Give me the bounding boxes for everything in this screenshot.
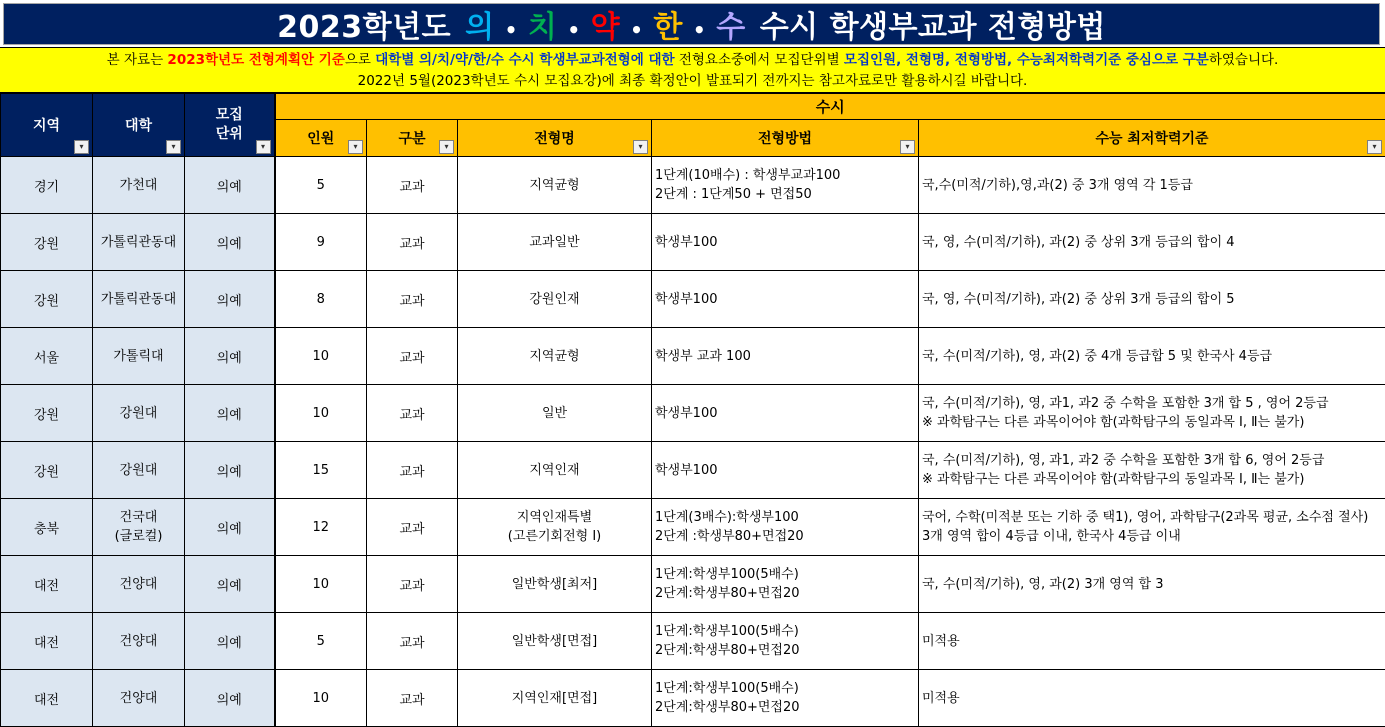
cell-category-text: 교과 (368, 461, 456, 480)
header-category[interactable] (367, 120, 458, 157)
cell-csat-minimum-text: 미적용 (922, 632, 1384, 651)
cell-admission-name[interactable] (458, 271, 652, 328)
cell-region[interactable] (1, 385, 93, 442)
cell-csat-minimum-text: 국, 수(미적/기하), 영, 과1, 과2 중 수학을 포함한 3개 합 5 , 영어 2등급 (922, 394, 1384, 413)
cell-region-text: 강원 (2, 404, 91, 423)
cell-region-text: 강원 (2, 461, 91, 480)
table-row (1, 385, 1385, 442)
cell-csat-minimum-text: 국, 영, 수(미적/기하), 과(2) 중 상위 3개 등급의 합이 5 (922, 290, 1384, 309)
title-major: 한 (653, 10, 682, 45)
cell-count[interactable] (275, 385, 367, 442)
cell-method-text: 1단계:학생부100(5배수) (655, 679, 917, 698)
header-method[interactable] (652, 120, 919, 157)
cell-method[interactable] (652, 271, 919, 328)
cell-method[interactable] (652, 385, 919, 442)
dropdown-filter-icon[interactable]: ▾ (1367, 140, 1382, 154)
cell-count-text: 15 (277, 463, 366, 478)
cell-csat-minimum-text: ※ 과학탐구는 다른 과목이어야 함(과학탐구의 동일과목 Ⅰ, Ⅱ는 불가) (922, 470, 1384, 489)
cell-unit[interactable] (185, 385, 275, 442)
cell-region[interactable] (1, 214, 93, 271)
cell-count-text: 10 (277, 349, 366, 364)
cell-count[interactable] (275, 328, 367, 385)
cell-csat-minimum[interactable] (919, 670, 1385, 727)
cell-category-text: 교과 (368, 689, 456, 708)
cell-csat-minimum-text: 국,수(미적/기하),영,과(2) 중 3개 영역 각 1등급 (922, 176, 1384, 195)
cell-category-text: 교과 (368, 347, 456, 366)
cell-csat-minimum[interactable] (919, 157, 1385, 214)
cell-count[interactable] (275, 271, 367, 328)
cell-region[interactable] (1, 442, 93, 499)
cell-admission-name-text: (고른기회전형 I) (459, 527, 650, 546)
title-major: 수 (716, 10, 745, 45)
cell-admission-name[interactable] (458, 328, 652, 385)
cell-category[interactable] (367, 157, 458, 214)
cell-region-text: 대전 (2, 632, 91, 651)
title-major: 치 (528, 10, 557, 45)
cell-admission-name-text: 지역인재특별 (459, 508, 650, 527)
cell-region[interactable] (1, 328, 93, 385)
header-region[interactable] (1, 94, 93, 157)
cell-university-text: 가톨릭관동대 (94, 290, 183, 309)
cell-method[interactable] (652, 499, 919, 556)
cell-university[interactable] (93, 271, 185, 328)
table-row (1, 613, 1385, 670)
dropdown-filter-icon[interactable]: ▾ (633, 140, 648, 154)
table-row (1, 442, 1385, 499)
cell-count[interactable] (275, 214, 367, 271)
cell-university[interactable] (93, 613, 185, 670)
cell-csat-minimum-text: 국, 수(미적/기하), 영, 과1, 과2 중 수학을 포함한 3개 합 6, 영어 2등급 (922, 451, 1384, 470)
cell-category[interactable] (367, 613, 458, 670)
cell-admission-name-text: 교과일반 (459, 233, 650, 252)
cell-unit[interactable] (185, 670, 275, 727)
cell-region[interactable] (1, 670, 93, 727)
cell-method-text: 학생부 교과 100 (655, 347, 917, 366)
cell-category[interactable] (367, 214, 458, 271)
cell-unit[interactable] (185, 613, 275, 670)
cell-method-text: 2단계 :학생부80+면접20 (655, 527, 917, 546)
cell-admission-name-text: 지역인재[면접] (459, 689, 650, 708)
cell-unit-text: 의예 (186, 689, 273, 708)
header-count[interactable] (275, 120, 367, 157)
notice-line-1 (0, 50, 1385, 71)
cell-method-text: 2단계 : 1단계50 + 면접50 (655, 185, 917, 204)
cell-region[interactable] (1, 613, 93, 670)
notice-text: 전형요소중에서 모집단위별 (675, 52, 844, 68)
cell-method-text: 학생부100 (655, 233, 917, 252)
cell-region[interactable] (1, 271, 93, 328)
header-label: 모집 (186, 106, 273, 125)
cell-method-text: 2단계:학생부80+면접20 (655, 641, 917, 660)
cell-method-text: 1단계:학생부100(5배수) (655, 622, 917, 641)
cell-method[interactable] (652, 613, 919, 670)
header-university[interactable] (93, 94, 185, 157)
cell-csat-minimum[interactable] (919, 499, 1385, 556)
cell-unit-text: 의예 (186, 347, 273, 366)
cell-method[interactable] (652, 214, 919, 271)
cell-unit[interactable] (185, 442, 275, 499)
dropdown-filter-icon[interactable]: ▾ (900, 140, 915, 154)
cell-university-text: 강원대 (94, 461, 183, 480)
cell-method-text: 학생부100 (655, 461, 917, 480)
table-row (1, 670, 1385, 727)
cell-admission-name-text: 일반학생[최저] (459, 575, 650, 594)
header-label: 대학 (125, 118, 152, 134)
cell-count-text: 10 (277, 406, 366, 421)
dropdown-filter-icon[interactable]: ▾ (256, 140, 271, 154)
title-prefix: 2023학년도 (277, 2, 451, 46)
cell-csat-minimum-text: 국, 수(미적/기하), 영, 과(2) 3개 영역 합 3 (922, 575, 1384, 594)
cell-category-text: 교과 (368, 575, 456, 594)
cell-csat-minimum[interactable] (919, 214, 1385, 271)
dropdown-filter-icon[interactable]: ▾ (74, 140, 89, 154)
header-label: 수능 최저학력기준 (1095, 131, 1208, 147)
notice-banner (0, 47, 1385, 93)
title-separator: • (693, 18, 706, 42)
cell-unit-text: 의예 (186, 233, 273, 252)
cell-university[interactable] (93, 385, 185, 442)
table-row (1, 328, 1385, 385)
table-row (1, 556, 1385, 613)
cell-count-text: 9 (277, 235, 366, 250)
notice-line-2: 2022년 5월(2023학년도 수시 모집요강)에 최종 확정안이 발표되기 전까지는 참고자료로만 활용하시길 바랍니다. (0, 71, 1385, 92)
cell-category[interactable] (367, 442, 458, 499)
cell-method[interactable] (652, 157, 919, 214)
header-label: 단위 (186, 125, 273, 144)
header-label: 인원 (307, 131, 334, 147)
header-group-susi: 수시 (275, 94, 1385, 120)
cell-region-text: 강원 (2, 233, 91, 252)
cell-admission-name-text: 지역인재 (459, 461, 650, 480)
cell-unit-text: 의예 (186, 575, 273, 594)
notice-text: 본 자료는 (107, 52, 168, 68)
header-label: 구분 (398, 131, 425, 147)
cell-method-text: 2단계:학생부80+면접20 (655, 698, 917, 717)
cell-university[interactable] (93, 499, 185, 556)
title-bar (0, 0, 1385, 47)
cell-region-text: 충북 (2, 518, 91, 537)
cell-category[interactable] (367, 271, 458, 328)
cell-university-text: 건양대 (94, 632, 183, 651)
cell-admission-name[interactable] (458, 442, 652, 499)
cell-count[interactable] (275, 157, 367, 214)
cell-category[interactable] (367, 670, 458, 727)
cell-csat-minimum-text: ※ 과학탐구는 다른 과목이어야 함(과학탐구의 동일과목 Ⅰ, Ⅱ는 불가) (922, 413, 1384, 432)
cell-csat-minimum[interactable] (919, 328, 1385, 385)
header-csat-minimum[interactable] (919, 120, 1385, 157)
cell-admission-name[interactable] (458, 385, 652, 442)
cell-region[interactable] (1, 556, 93, 613)
header-label: 지역 (33, 118, 60, 134)
cell-admission-name[interactable] (458, 499, 652, 556)
cell-count[interactable] (275, 556, 367, 613)
cell-unit-text: 의예 (186, 290, 273, 309)
table-row (1, 157, 1385, 214)
cell-csat-minimum[interactable] (919, 442, 1385, 499)
cell-unit-text: 의예 (186, 404, 273, 423)
notice-text: 으로 (345, 52, 375, 68)
table-row (1, 499, 1385, 556)
cell-admission-name[interactable] (458, 214, 652, 271)
cell-method[interactable] (652, 328, 919, 385)
cell-university-text: 가톨릭대 (94, 347, 183, 366)
cell-region-text: 경기 (2, 176, 91, 195)
header-admission-name[interactable] (458, 120, 652, 157)
cell-region[interactable] (1, 499, 93, 556)
cell-admission-name[interactable] (458, 556, 652, 613)
header-label: 전형명 (534, 131, 575, 147)
cell-unit-text: 의예 (186, 518, 273, 537)
cell-count-text: 5 (277, 178, 366, 193)
cell-category-text: 교과 (368, 518, 456, 537)
cell-university-text: 강원대 (94, 404, 183, 423)
cell-unit[interactable] (185, 556, 275, 613)
cell-count-text: 12 (277, 520, 366, 535)
cell-method-text: 1단계(10배수) : 학생부교과100 (655, 166, 917, 185)
cell-unit-text: 의예 (186, 461, 273, 480)
cell-category-text: 교과 (368, 632, 456, 651)
cell-count-text: 10 (277, 691, 366, 706)
cell-university-text: 건양대 (94, 689, 183, 708)
cell-method[interactable] (652, 556, 919, 613)
title-major: 의 (465, 10, 494, 45)
cell-admission-name[interactable] (458, 613, 652, 670)
cell-count[interactable] (275, 613, 367, 670)
admission-table (0, 93, 1385, 727)
cell-count[interactable] (275, 442, 367, 499)
dropdown-filter-icon[interactable]: ▾ (439, 140, 454, 154)
cell-csat-minimum[interactable] (919, 385, 1385, 442)
cell-category-text: 교과 (368, 290, 456, 309)
header-unit[interactable] (185, 94, 275, 157)
title-separator: • (567, 18, 580, 42)
cell-admission-name-text: 지역균형 (459, 176, 650, 195)
cell-category[interactable] (367, 385, 458, 442)
cell-region-text: 서울 (2, 347, 91, 366)
cell-admission-name-text: 지역균형 (459, 347, 650, 366)
cell-unit-text: 의예 (186, 632, 273, 651)
cell-csat-minimum-text: 국, 수(미적/기하), 영, 과(2) 중 4개 등급합 5 및 한국사 4등급 (922, 347, 1384, 366)
cell-university-text: 가천대 (94, 176, 183, 195)
cell-method[interactable] (652, 670, 919, 727)
cell-unit[interactable] (185, 271, 275, 328)
table-row (1, 271, 1385, 328)
cell-csat-minimum-text: 국어, 수학(미적분 또는 기하 중 택1), 영어, 과학탐구(2과목 평균, 소수점 절사) (922, 508, 1384, 527)
cell-admission-name-text: 일반학생[면접] (459, 632, 650, 651)
cell-csat-minimum[interactable] (919, 556, 1385, 613)
cell-method-text: 학생부100 (655, 404, 917, 423)
notice-highlight-blue: 대학별 의/치/약/한/수 수시 학생부교과전형에 대한 (375, 52, 674, 68)
cell-unit[interactable] (185, 157, 275, 214)
cell-csat-minimum[interactable] (919, 271, 1385, 328)
cell-count-text: 8 (277, 292, 366, 307)
cell-region-text: 강원 (2, 290, 91, 309)
cell-admission-name-text: 일반 (459, 404, 650, 423)
cell-unit[interactable] (185, 328, 275, 385)
cell-method-text: 1단계(3배수):학생부100 (655, 508, 917, 527)
cell-university[interactable] (93, 214, 185, 271)
cell-method-text: 2단계:학생부80+면접20 (655, 584, 917, 603)
cell-method[interactable] (652, 442, 919, 499)
dropdown-filter-icon[interactable]: ▾ (166, 140, 181, 154)
cell-count[interactable] (275, 670, 367, 727)
title-separator: • (505, 18, 518, 42)
cell-category[interactable] (367, 328, 458, 385)
page-title (3, 3, 1380, 45)
cell-count[interactable] (275, 499, 367, 556)
cell-category[interactable] (367, 499, 458, 556)
cell-csat-minimum-text: 3개 영역 합이 4등급 이내, 한국사 4등급 이내 (922, 527, 1384, 546)
cell-csat-minimum[interactable] (919, 613, 1385, 670)
cell-count-text: 5 (277, 634, 366, 649)
cell-university-text: 건국대 (94, 508, 183, 527)
cell-unit-text: 의예 (186, 176, 273, 195)
cell-university[interactable] (93, 442, 185, 499)
cell-region-text: 대전 (2, 575, 91, 594)
notice-text: 하였습니다. (1209, 52, 1279, 68)
notice-highlight-red: 2023학년도 전형계획안 기준 (167, 52, 344, 68)
cell-region-text: 대전 (2, 689, 91, 708)
cell-region[interactable] (1, 157, 93, 214)
table-row (1, 214, 1385, 271)
header-label: 전형방법 (758, 131, 812, 147)
cell-category[interactable] (367, 556, 458, 613)
cell-csat-minimum-text: 미적용 (922, 689, 1384, 708)
cell-admission-name[interactable] (458, 157, 652, 214)
cell-university[interactable] (93, 328, 185, 385)
cell-method-text: 학생부100 (655, 290, 917, 309)
dropdown-filter-icon[interactable]: ▾ (348, 140, 363, 154)
title-major: 약 (591, 10, 620, 45)
cell-university[interactable] (93, 556, 185, 613)
cell-admission-name[interactable] (458, 670, 652, 727)
notice-highlight-blue: 모집인원, 전형명, 전형방법, 수능최저학력기준 중심으로 구분 (844, 52, 1209, 68)
title-majors (459, 2, 752, 46)
cell-unit[interactable] (185, 214, 275, 271)
cell-university[interactable] (93, 670, 185, 727)
cell-category-text: 교과 (368, 404, 456, 423)
cell-university-text: (글로컬) (94, 527, 183, 546)
cell-university-text: 건양대 (94, 575, 183, 594)
cell-unit[interactable] (185, 499, 275, 556)
cell-count-text: 10 (277, 577, 366, 592)
cell-csat-minimum-text: 국, 영, 수(미적/기하), 과(2) 중 상위 3개 등급의 합이 4 (922, 233, 1384, 252)
cell-university-text: 가톨릭관동대 (94, 233, 183, 252)
title-suffix: 수시 학생부교과 전형방법 (760, 2, 1106, 46)
cell-university[interactable] (93, 157, 185, 214)
cell-method-text: 1단계:학생부100(5배수) (655, 565, 917, 584)
cell-category-text: 교과 (368, 233, 456, 252)
cell-admission-name-text: 강원인재 (459, 290, 650, 309)
cell-category-text: 교과 (368, 176, 456, 195)
title-separator: • (630, 18, 643, 42)
